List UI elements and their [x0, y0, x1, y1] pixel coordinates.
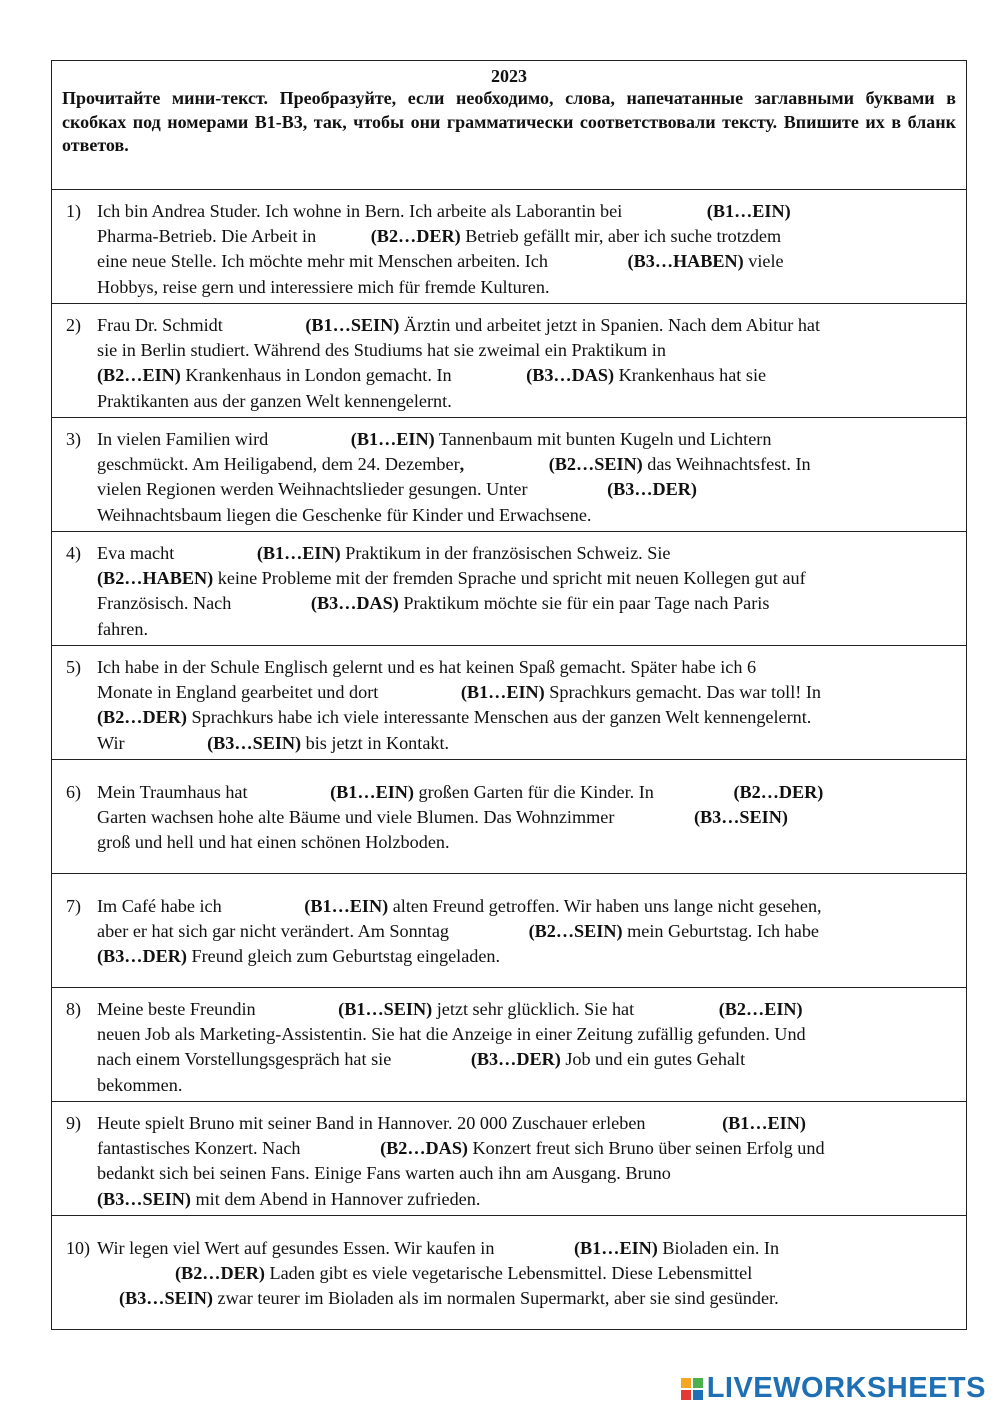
- exercise-item-4: [52, 531, 966, 645]
- word-prompt: (B3…HABEN): [627, 251, 744, 272]
- item-text: [97, 655, 958, 756]
- item-number: 9): [66, 1113, 81, 1133]
- exercise-item-3: [52, 417, 966, 531]
- item-number: 5): [66, 657, 81, 677]
- word-prompt: (B1…EIN): [722, 1113, 806, 1133]
- task-header: [52, 61, 966, 189]
- text-segment: In vielen Familien wird: [97, 429, 273, 449]
- word-prompt: (B1…EIN): [350, 429, 435, 449]
- text-segment: das Weihnachtsfest. In vielen Regionen werden Weihnachtslieder gesungen. Unter: [97, 454, 811, 500]
- item-text: [97, 541, 958, 642]
- text-segment: zwar teurer im Bioladen als im normalen Supermarkt, aber sie sind gesünder.: [212, 1288, 779, 1309]
- word-prompt: (B3…SEIN): [97, 1188, 191, 1209]
- text-segment: Mein Traumhaus hat: [97, 782, 253, 802]
- text-segment: Betrieb gefällt mir, aber ich suche trotzdem eine neue Stelle. Ich möchte mehr mit Menschen arbeiten. Ich: [97, 226, 782, 272]
- text-segment: jetzt sehr glücklich. Sie hat: [432, 999, 639, 1019]
- text-segment: Krankenhaus hat sie Praktikanten aus der ganzen Welt kennengelernt.: [97, 365, 767, 411]
- word-prompt: (B3…SEIN): [207, 732, 302, 753]
- text-segment: großen Garten für die Kinder. In: [413, 782, 659, 802]
- word-prompt: (B3…DER): [607, 479, 697, 500]
- item-number: 4): [66, 543, 81, 563]
- word-prompt: (B1…SEIN): [338, 999, 433, 1019]
- text-segment: Ich bin Andrea Studer. Ich wohne in Bern. Ich arbeite als Laborantin bei: [97, 201, 627, 221]
- item-text: [97, 427, 958, 528]
- word-prompt: (B1…SEIN): [305, 315, 400, 335]
- item-text: [97, 780, 958, 856]
- word-prompt: (B2…SEIN): [528, 921, 623, 942]
- text-segment: Im Café habe ich: [97, 896, 227, 916]
- text-segment: Meine beste Freundin: [97, 999, 261, 1019]
- exercise-item-9: [52, 1101, 966, 1215]
- text-segment: Bioladen ein. In: [662, 1238, 780, 1258]
- item-text: [97, 1111, 958, 1212]
- text-segment: Frau Dr. Schmidt: [97, 315, 228, 335]
- logo-text: LIVEWORKSHEETS: [706, 1372, 986, 1404]
- word-prompt: ,: [459, 454, 465, 475]
- word-prompt: (B2…DER): [97, 707, 187, 728]
- year-title: 2023: [491, 66, 527, 86]
- item-text: [97, 1236, 958, 1312]
- word-prompt: (B3…DER): [470, 1049, 561, 1070]
- item-text: [97, 894, 958, 970]
- text-segment: Garten wachsen hohe alte Bäume und viele Blumen. Das Wohnzimmer: [97, 807, 615, 828]
- task-instruction: Прочитайте мини-текст. Преобразуйте, если необходимо, слова, напечатанные заглавными буквами в скобках под номерами B1-B3, так, чтобы они грамматически соответствовали тексту. Впишите их в бланк ответов.: [62, 88, 956, 155]
- text-segment: Freund gleich zum Geburtstag eingeladen.: [186, 946, 501, 967]
- word-prompt: (B2…DER): [175, 1263, 265, 1284]
- liveworksheets-logo: [681, 1372, 986, 1405]
- exercise-item-2: [52, 303, 966, 417]
- text-segment: [464, 454, 469, 474]
- word-prompt: (B2…EIN): [718, 999, 803, 1019]
- item-text: [97, 313, 958, 414]
- text-segment: Praktikum in der französischen Schweiz. Sie: [345, 543, 671, 563]
- text-segment: Ich habe in der Schule Englisch gelernt und es hat keinen Spaß gemacht. Später habe ich 6 Monate in England gearbeitet und dort: [97, 657, 757, 703]
- text-segment: Wir legen viel Wert auf gesundes Essen. Wir kaufen in: [97, 1238, 499, 1258]
- liveworksheets-logo-icon: [681, 1378, 703, 1400]
- exercise-item-1: [52, 189, 966, 303]
- item-text: [97, 997, 958, 1098]
- word-prompt: (B1…EIN): [573, 1238, 658, 1258]
- text-segment: mit dem Abend in Hannover zufrieden.: [190, 1188, 481, 1209]
- item-number: 6): [66, 782, 81, 802]
- item-text: [97, 199, 958, 300]
- exercise-item-5: [52, 645, 966, 759]
- text-segment: fantastisches Konzert. Nach: [97, 1138, 301, 1159]
- text-segment: Sprachkurs gemacht. Das war toll! In: [549, 682, 822, 703]
- word-prompt: (B2…HABEN): [97, 568, 214, 589]
- word-prompt: (B3…DAS): [526, 365, 615, 386]
- text-segment: mein Geburtstag. Ich habe: [627, 921, 820, 942]
- item-number: 3): [66, 429, 81, 449]
- word-prompt: (B3…SEIN): [693, 807, 788, 828]
- word-prompt: (B1…EIN): [256, 543, 341, 563]
- text-segment: Job und ein gutes Gehalt bekommen.: [97, 1049, 746, 1095]
- text-segment: Tannenbaum mit bunten Kugeln und Lichtern geschmückt. Am Heiligabend, dem 24. Dezember: [97, 429, 772, 475]
- text-segment: Heute spielt Bruno mit seiner Band in Hannover. 20 000 Zuschauer erleben: [97, 1113, 651, 1133]
- text-segment: groß und hell und hat einen schönen Holzboden.: [97, 832, 450, 853]
- text-segment: Konzert freut sich Bruno über seinen Erfolg und bedankt sich bei seinen Fans. Einige Fans warten auch ihn am Ausgang. Bruno: [97, 1138, 825, 1184]
- item-number: 8): [66, 999, 81, 1019]
- word-prompt: (B2…DER): [733, 782, 824, 802]
- word-prompt: (B2…SEIN): [548, 454, 643, 475]
- item-number: 1): [66, 201, 81, 221]
- text-segment: alten Freund getroffen. Wir haben uns lange nicht gesehen, aber er hat sich gar nicht verändert. Am Sonntag: [97, 896, 822, 942]
- exercise-item-8: [52, 987, 966, 1101]
- word-prompt: (B3…SEIN): [119, 1288, 213, 1309]
- text-segment: keine Probleme mit der fremden Sprache und spricht mit neuen Kollegen gut auf Französisch. Nach: [97, 568, 806, 614]
- exercise-item-6: [52, 759, 966, 873]
- word-prompt: (B3…DER): [97, 946, 187, 967]
- item-number: 7): [66, 896, 81, 916]
- word-prompt: (B1…EIN): [304, 896, 389, 916]
- word-prompt: (B1…EIN): [330, 782, 414, 802]
- word-prompt: (B2…DAS): [380, 1138, 468, 1159]
- text-segment: Weihnachtsbaum liegen die Geschenke für Kinder und Erwachsene.: [97, 504, 592, 525]
- text-segment: Eva macht: [97, 543, 179, 563]
- text-segment: neuen Job als Marketing-Assistentin. Sie hat die Anzeige in einer Zeitung zufällig gefunden. Und nach einem Vorstellungsgespräch hat sie: [97, 1024, 806, 1070]
- text-segment: bis jetzt in Kontakt.: [301, 732, 450, 753]
- text-segment: Praktikum möchte sie für ein paar Tage nach Paris fahren.: [97, 593, 770, 639]
- word-prompt: (B2…DER): [370, 226, 461, 247]
- text-segment: viele Hobbys, reise gern und interessiere mich für fremde Kulturen.: [97, 251, 784, 297]
- word-prompt: (B1…EIN): [460, 682, 545, 703]
- item-number: 2): [66, 315, 81, 335]
- text-segment: Laden gibt es viele vegetarische Lebensmittel. Diese Lebensmittel: [269, 1263, 753, 1284]
- text-segment: Pharma-Betrieb. Die Arbeit in: [97, 226, 317, 247]
- exercise-table: [51, 60, 967, 1330]
- exercise-item-10: [52, 1215, 966, 1329]
- text-segment: Ärztin und arbeitet jetzt in Spanien. Nach dem Abitur hat sie in Berlin studiert. Während des Studiums hat sie zweimal ein Praktikum in: [97, 315, 821, 361]
- word-prompt: (B3…DAS): [310, 593, 399, 614]
- word-prompt: (B1…EIN): [706, 201, 791, 221]
- word-prompt: (B2…EIN): [97, 365, 181, 386]
- text-segment: Krankenhaus in London gemacht. In: [180, 365, 457, 386]
- exercise-item-7: [52, 873, 966, 987]
- text-segment: Sprachkurs habe ich viele interessante Menschen aus der ganzen Welt kennengelernt. Wir: [97, 707, 812, 753]
- item-number: 10): [66, 1238, 90, 1258]
